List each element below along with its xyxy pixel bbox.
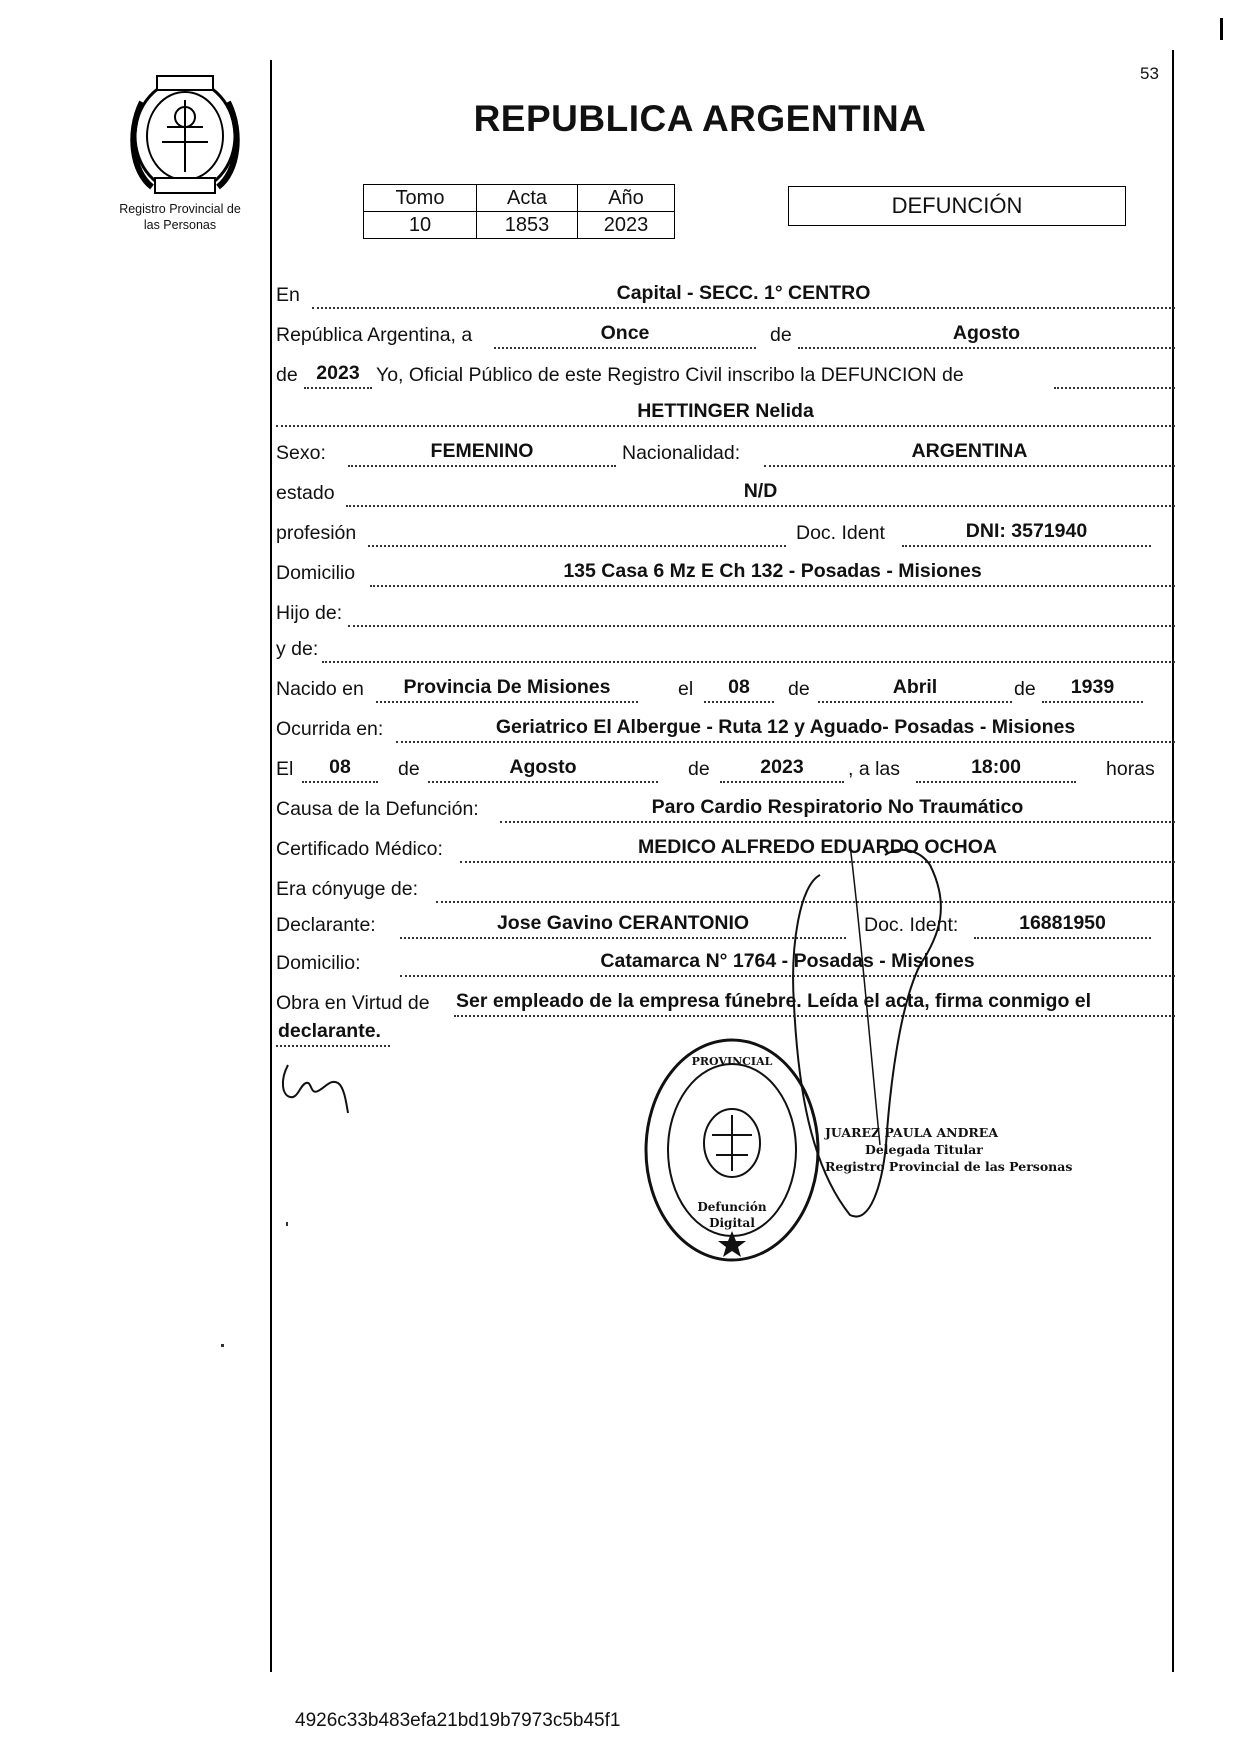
row-estado bbox=[276, 480, 1175, 508]
row-statement bbox=[276, 362, 1175, 390]
declarante-label: Declarante: bbox=[276, 914, 376, 936]
page-number: 53 bbox=[1140, 64, 1159, 83]
birth-day: 08 bbox=[704, 676, 774, 703]
org-caption bbox=[95, 201, 265, 233]
de-label: de bbox=[770, 324, 792, 346]
decl-dom-value: Catamarca N° 1764 - Posadas - Misiones bbox=[400, 950, 1175, 977]
row-ocurrida bbox=[276, 716, 1175, 744]
birth-de2: de bbox=[1014, 678, 1036, 700]
death-day: 08 bbox=[302, 756, 378, 783]
birth-month: Abril bbox=[818, 676, 1012, 703]
doc-ident-label: Doc. Ident bbox=[796, 522, 885, 544]
death-de2: de bbox=[688, 758, 710, 780]
signer-role: Delegada Titular bbox=[865, 1142, 983, 1157]
decl-doc-label: Doc. Ident: bbox=[864, 914, 959, 936]
death-time: 18:00 bbox=[916, 756, 1076, 783]
death-de1: de bbox=[398, 758, 420, 780]
registry-value-row bbox=[364, 212, 675, 239]
registry-table bbox=[363, 184, 675, 239]
registry-value-acta: 1853 bbox=[477, 212, 578, 239]
month-value: Agosto bbox=[798, 322, 1175, 349]
corner-mark bbox=[1220, 18, 1223, 40]
yde-label: y de: bbox=[276, 638, 319, 660]
provincial-seal-icon bbox=[122, 72, 248, 197]
obra-label: Obra en Virtud de bbox=[276, 992, 430, 1014]
obra-value: Ser empleado de la empresa fúnebre. Leída el acta, firma conmigo el bbox=[454, 990, 1175, 1017]
nacionalidad-label: Nacionalidad: bbox=[622, 442, 741, 464]
yde-value bbox=[322, 636, 1175, 663]
doc-ident-value: DNI: 3571940 bbox=[902, 520, 1151, 547]
profesion-label: profesión bbox=[276, 522, 357, 544]
republica-label: República Argentina, a bbox=[276, 324, 473, 346]
row-certificado bbox=[276, 836, 1175, 864]
row-deceased bbox=[276, 400, 1175, 428]
signer-name: JUAREZ PAULA ANDREA bbox=[825, 1125, 999, 1140]
registry-header-anio: Año bbox=[578, 185, 675, 212]
scan-speck bbox=[221, 1344, 224, 1347]
row-obra bbox=[276, 990, 1175, 1018]
page-title: REPUBLICA ARGENTINA bbox=[473, 98, 927, 139]
org-caption-line1: Registro Provincial de bbox=[119, 202, 241, 216]
org-caption-line2: las Personas bbox=[143, 218, 217, 232]
birth-year: 1939 bbox=[1042, 676, 1143, 703]
declarant-initials-signature-icon bbox=[280, 1055, 360, 1115]
row-death-date bbox=[276, 756, 1175, 784]
obra-value-2: declarante. bbox=[276, 1020, 390, 1047]
row-nacido bbox=[276, 676, 1175, 704]
nacido-value: Provincia De Misiones bbox=[376, 676, 638, 703]
document-hash: 4926c33b483efa21bd19b7973c5b45f1 bbox=[295, 1710, 621, 1731]
declarante-value: Jose Gavino CERANTONIO bbox=[400, 912, 846, 939]
alas-label: , a las bbox=[848, 758, 901, 780]
day-value: Once bbox=[494, 322, 756, 349]
document-type-box: DEFUNCIÓN bbox=[788, 186, 1126, 226]
ocurrida-label: Ocurrida en: bbox=[276, 718, 384, 740]
decl-dom-label: Domicilio: bbox=[276, 952, 361, 974]
domicilio-label: Domicilio bbox=[276, 562, 356, 584]
horas-label: horas bbox=[1106, 758, 1155, 780]
ocurrida-value: Geriatrico El Albergue - Ruta 12 y Aguado- Posadas - Misiones bbox=[396, 716, 1175, 743]
row-yde bbox=[276, 636, 1175, 664]
row-hijo bbox=[276, 600, 1175, 628]
svg-text:Defunción: Defunción bbox=[697, 1200, 767, 1214]
domicilio-value: 135 Casa 6 Mz E Ch 132 - Posadas - Misiones bbox=[370, 560, 1175, 587]
profesion-value bbox=[368, 520, 786, 547]
decl-doc-value: 16881950 bbox=[974, 912, 1151, 939]
svg-text:PROVINCIAL: PROVINCIAL bbox=[691, 1055, 773, 1068]
registry-header-row bbox=[364, 185, 675, 212]
registry-value-tomo: 10 bbox=[364, 212, 477, 239]
row-profesion bbox=[276, 520, 1175, 548]
scan-speck bbox=[286, 1222, 288, 1226]
en-value: Capital - SECC. 1° CENTRO bbox=[312, 282, 1175, 309]
statement-text: Yo, Oficial Público de este Registro Civil inscribo la DEFUNCION de bbox=[376, 364, 964, 386]
death-year: 2023 bbox=[720, 756, 844, 783]
svg-text:Digital: Digital bbox=[709, 1216, 755, 1230]
registry-header-acta: Acta bbox=[477, 185, 578, 212]
el-label: el bbox=[678, 678, 694, 700]
row-decl-domicilio bbox=[276, 950, 1175, 978]
sexo-label: Sexo: bbox=[276, 442, 326, 464]
en-label: En bbox=[276, 284, 300, 306]
death-month: Agosto bbox=[428, 756, 658, 783]
left-margin-line bbox=[270, 60, 272, 1672]
signer-org: Registro Provincial de las Personas bbox=[825, 1159, 1073, 1174]
causa-value: Paro Cardio Respiratorio No Traumático bbox=[500, 796, 1175, 823]
sexo-value: FEMENINO bbox=[348, 440, 616, 467]
year-value: 2023 bbox=[304, 362, 372, 389]
nacionalidad-value: ARGENTINA bbox=[764, 440, 1175, 467]
row-en bbox=[276, 282, 1175, 310]
year-label: de bbox=[276, 364, 298, 386]
row-conyuge bbox=[276, 876, 1175, 904]
statement-fill bbox=[1054, 362, 1175, 389]
estado-label: estado bbox=[276, 482, 335, 504]
birth-de1: de bbox=[788, 678, 810, 700]
certificado-value: MEDICO ALFREDO EDUARDO OCHOA bbox=[460, 836, 1175, 863]
row-sexo bbox=[276, 440, 1175, 468]
el2-label: El bbox=[276, 758, 294, 780]
causa-label: Causa de la Defunción: bbox=[276, 798, 479, 820]
deceased-name: HETTINGER Nelida bbox=[276, 400, 1175, 427]
certificado-label: Certificado Médico: bbox=[276, 838, 443, 860]
row-declarante bbox=[276, 912, 1175, 940]
row-domicilio bbox=[276, 560, 1175, 588]
signature-block bbox=[825, 1124, 1072, 1175]
row-causa bbox=[276, 796, 1175, 824]
conyuge-label: Era cónyuge de: bbox=[276, 878, 419, 900]
row-republica bbox=[276, 322, 1175, 350]
hijo-value bbox=[348, 600, 1175, 627]
registry-header-tomo: Tomo bbox=[364, 185, 477, 212]
estado-value: N/D bbox=[346, 480, 1175, 507]
hijo-label: Hijo de: bbox=[276, 602, 343, 624]
registry-value-anio: 2023 bbox=[578, 212, 675, 239]
nacido-label: Nacido en bbox=[276, 678, 364, 700]
